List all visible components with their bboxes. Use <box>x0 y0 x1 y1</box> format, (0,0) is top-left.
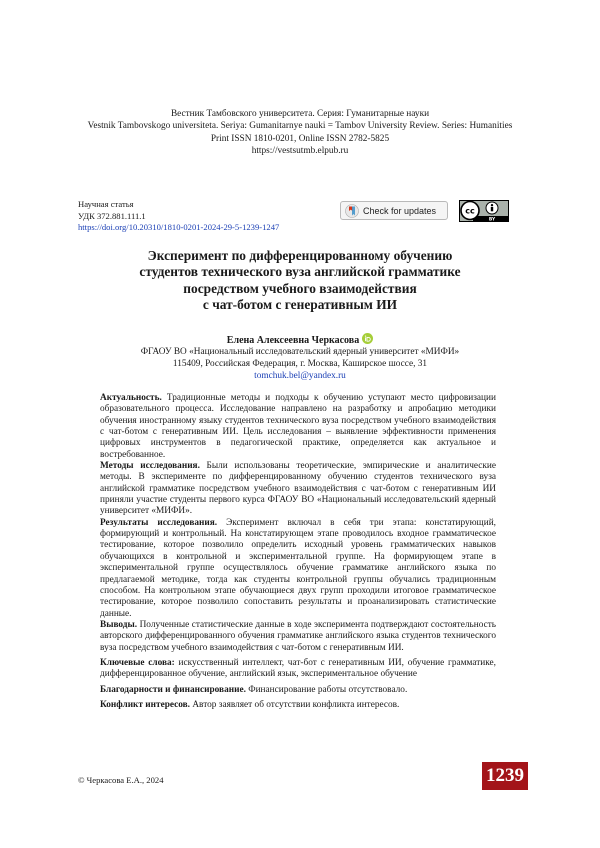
svg-text:BY: BY <box>488 217 496 222</box>
article-type: Научная статья <box>78 199 134 209</box>
results-label: Результаты исследования. <box>100 517 218 528</box>
methods-text: Были использованы теоретические, эмпирические и аналитические методы. В эксперименте по дифференцированному обучению студентов технического вуза английской грамматике посредством учебного взаимодействия с чат-ботом с генеративным ИИ приняли участие студенты первого курса ФГАОУ ВО «Национальный исследовательский ядерный университет «МИФИ». <box>100 461 496 517</box>
title-line: студентов технического вуза английской грамматике <box>139 264 461 280</box>
author-email-link[interactable]: tomchuk.bel@yandex.ru <box>254 371 346 382</box>
page-number-badge: 1239 <box>482 762 528 790</box>
journal-header <box>0 108 600 158</box>
cc-by-license-icon[interactable] <box>459 200 509 222</box>
udk-code: УДК 372.881.111.1 <box>78 210 146 221</box>
affiliation-address: 115409, Российская Федерация, г. Москва, Каширское шоссе, 31 <box>172 359 428 370</box>
abstract-methods <box>100 461 496 518</box>
doi-link[interactable]: https://doi.org/10.20310/1810-0201-2024-29-5-1239-1247 <box>78 222 280 233</box>
keywords <box>100 658 496 681</box>
author-line <box>0 333 600 347</box>
check-for-updates-button[interactable] <box>340 201 448 220</box>
article-title <box>0 248 600 314</box>
issn-line: Print ISSN 1810-0201, Online ISSN 2782-5825 <box>210 133 390 144</box>
journal-url-link[interactable]: https://vestsutmb.elpub.ru <box>251 146 349 157</box>
keywords-label: Ключевые слова: <box>100 657 175 668</box>
relevance-text: Традиционные методы и подходы к обучению уступают место цифровизации образовательного процесса. Исследование направлено на разработку и апробацию методики обучения иностранному языку студентов технического вуза посредством учебного взаимодействия с чат-ботом с генеративным ИИ. Цель исследования – выявление эффективности применения цифровых инструментов в педагогической практике, определяется как актуальное и востребованное. <box>100 393 496 460</box>
check-for-updates-label: Check for updates <box>363 205 437 216</box>
conclusions-label: Выводы. <box>100 619 138 630</box>
orcid-icon[interactable] <box>362 333 373 344</box>
conflict-text: Автор заявляет об отсутствии конфликта интересов. <box>190 699 400 710</box>
title-line: Эксперимент по дифференцированному обучению <box>147 248 453 263</box>
relevance-label: Актуальность. <box>100 393 162 403</box>
conflict-label: Конфликт интересов. <box>100 699 191 710</box>
svg-text:cc: cc <box>465 206 475 216</box>
affiliation-name: ФГАОУ ВО «Национальный исследовательский ядерный университет «МИФИ» <box>140 347 460 357</box>
abstract-block <box>100 393 496 711</box>
conclusions-text: Полученные статистические данные в ходе эксперимента подтверждают состоятельность авторского дифференцированного обучения грамматике английского языка студентов технического вуза посредством учебного взаимодействия с чат-ботом с генеративным ИИ. <box>100 619 496 653</box>
journal-title-ru: Вестник Тамбовского университета. Серия: Гуманитарные науки <box>170 109 430 119</box>
funding-text: Финансирование работы отсутствовало. <box>245 684 408 695</box>
journal-title-en: Vestnik Tambovskogo universiteta. Seriya: Gumanitarnye nauki = Tambov University Review. Series: Humanities <box>87 121 513 132</box>
results-text: Эксперимент включал в себя три этапа: констатирующий, формирующий и контрольный. На констатирующем этапе проводилось входное грамматическое тестирование, которое позволило определить исходный уровень грамматических навыков обучающихся в контрольной и экспериментальной группе. На формирующем этапе в экспериментальной группе осуществлялось обучение грамматике английского языка по предлагаемой методике, тогда как студенты контрольной группы обучались традиционным способом. На контрольном этапе обучающиеся двух групп проходили итоговое грамматическое тестирование, которое позволило сопоставить результаты и проанализировать статистические данные. <box>100 517 496 619</box>
title-line: с чат-ботом с генеративным ИИ <box>202 297 398 313</box>
affiliation-block <box>0 346 600 383</box>
keywords-text: искусственный интеллект, чат-бот с генеративным ИИ, обучение грамматике, дифференцированное обучение, английский язык, экспериментальное обучение <box>100 657 496 680</box>
title-line: посредством учебного взаимодействия <box>183 280 417 296</box>
funding-label: Благодарности и финансирование. <box>100 684 246 695</box>
conflict-of-interest <box>100 700 496 711</box>
article-meta <box>78 199 279 234</box>
funding <box>100 685 496 696</box>
abstract-conclusions <box>100 620 496 654</box>
abstract-relevance <box>100 393 496 461</box>
author-name: Елена Алексеевна Черкасова <box>226 335 360 346</box>
abstract-results <box>100 518 496 620</box>
crossmark-icon <box>345 204 359 218</box>
methods-label: Методы исследования. <box>100 461 200 472</box>
copyright-notice: © Черкасова Е.А., 2024 <box>78 775 164 785</box>
